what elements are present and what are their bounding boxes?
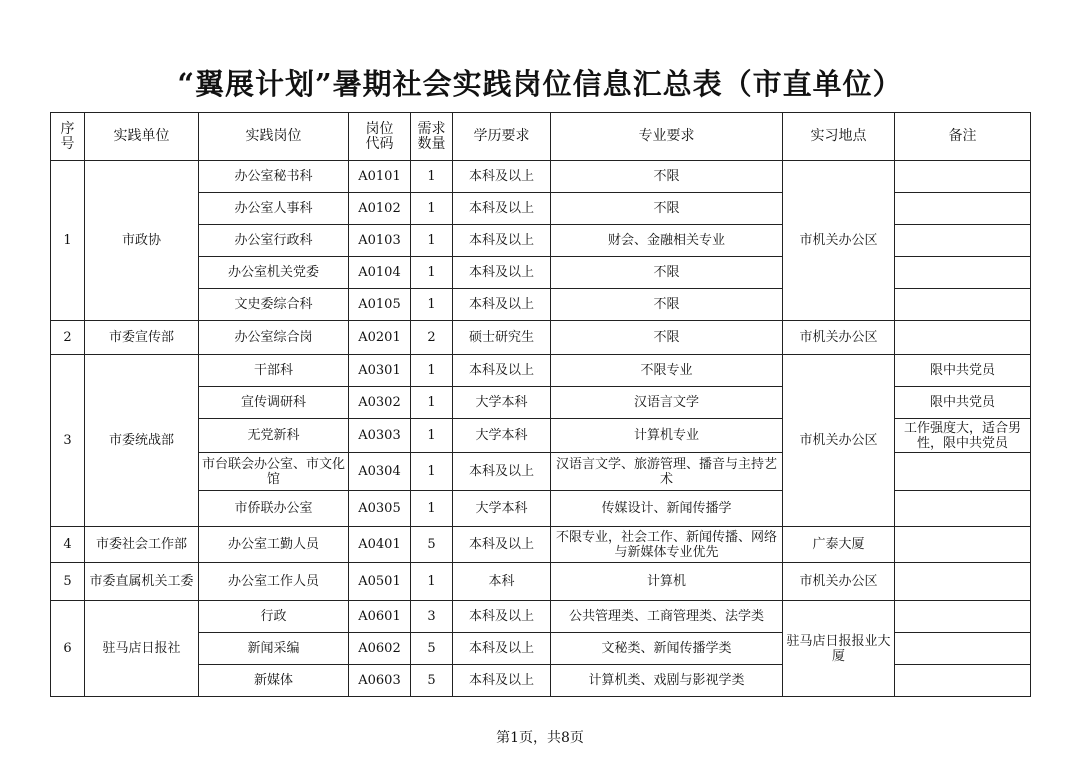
cell-post: 行政 xyxy=(199,601,349,633)
table-row xyxy=(51,527,1031,563)
cell-note xyxy=(895,563,1031,601)
cell-post: 市侨联办公室 xyxy=(199,491,349,527)
cell-count: 1 xyxy=(411,225,453,257)
cell-code: A0101 xyxy=(349,161,411,193)
cell-location: 广泰大厦 xyxy=(783,527,895,563)
cell-seq: 5 xyxy=(51,563,85,601)
cell-note: 限中共党员 xyxy=(895,355,1031,387)
cell-post: 办公室综合岗 xyxy=(199,321,349,355)
cell-major: 汉语言文学 xyxy=(551,387,783,419)
cell-seq: 2 xyxy=(51,321,85,355)
cell-code: A0301 xyxy=(349,355,411,387)
cell-major: 计算机类、戏剧与影视学类 xyxy=(551,665,783,697)
cell-seq: 4 xyxy=(51,527,85,563)
cell-code: A0105 xyxy=(349,289,411,321)
header-note: 备注 xyxy=(895,113,1031,161)
cell-count: 1 xyxy=(411,387,453,419)
cell-major: 汉语言文学、旅游管理、播音与主持艺术 xyxy=(551,453,783,491)
header-major: 专业要求 xyxy=(551,113,783,161)
cell-post: 办公室人事科 xyxy=(199,193,349,225)
cell-note xyxy=(895,665,1031,697)
cell-code: A0302 xyxy=(349,387,411,419)
cell-major: 公共管理类、工商管理类、法学类 xyxy=(551,601,783,633)
cell-code: A0303 xyxy=(349,419,411,453)
header-code: 岗位代码 xyxy=(349,113,411,161)
cell-count: 3 xyxy=(411,601,453,633)
cell-code: A0102 xyxy=(349,193,411,225)
cell-edu: 大学本科 xyxy=(453,387,551,419)
cell-edu: 本科及以上 xyxy=(453,161,551,193)
cell-count: 1 xyxy=(411,491,453,527)
cell-edu: 本科及以上 xyxy=(453,225,551,257)
table-row xyxy=(51,563,1031,601)
cell-post: 市台联会办公室、市文化馆 xyxy=(199,453,349,491)
cell-edu: 本科及以上 xyxy=(453,289,551,321)
cell-count: 1 xyxy=(411,257,453,289)
cell-note: 工作强度大，适合男性，限中共党员 xyxy=(895,419,1031,453)
cell-post: 干部科 xyxy=(199,355,349,387)
cell-seq: 1 xyxy=(51,161,85,321)
cell-major: 文秘类、新闻传播学类 xyxy=(551,633,783,665)
cell-note xyxy=(895,257,1031,289)
cell-count: 5 xyxy=(411,633,453,665)
cell-major: 传媒设计、新闻传播学 xyxy=(551,491,783,527)
cell-major: 不限专业，社会工作、新闻传播、网络与新媒体专业优先 xyxy=(551,527,783,563)
cell-code: A0401 xyxy=(349,527,411,563)
cell-count: 5 xyxy=(411,527,453,563)
cell-major: 不限 xyxy=(551,257,783,289)
cell-note xyxy=(895,601,1031,633)
cell-location: 驻马店日报报业大厦 xyxy=(783,601,895,697)
cell-major: 计算机 xyxy=(551,563,783,601)
cell-edu: 本科及以上 xyxy=(453,193,551,225)
cell-location: 市机关办公区 xyxy=(783,321,895,355)
cell-major: 不限 xyxy=(551,321,783,355)
cell-unit: 市委社会工作部 xyxy=(85,527,199,563)
header-location: 实习地点 xyxy=(783,113,895,161)
cell-note xyxy=(895,453,1031,491)
header-count: 需求数量 xyxy=(411,113,453,161)
cell-count: 1 xyxy=(411,563,453,601)
cell-code: A0304 xyxy=(349,453,411,491)
cell-edu: 本科及以上 xyxy=(453,355,551,387)
cell-count: 5 xyxy=(411,665,453,697)
cell-major: 不限 xyxy=(551,289,783,321)
table-row xyxy=(51,355,1031,387)
cell-edu: 本科及以上 xyxy=(453,601,551,633)
cell-note xyxy=(895,527,1031,563)
table-body xyxy=(51,161,1031,697)
cell-post: 办公室机关党委 xyxy=(199,257,349,289)
cell-note xyxy=(895,321,1031,355)
cell-count: 1 xyxy=(411,453,453,491)
cell-unit: 驻马店日报社 xyxy=(85,601,199,697)
cell-count: 1 xyxy=(411,193,453,225)
cell-code: A0104 xyxy=(349,257,411,289)
table-row xyxy=(51,321,1031,355)
cell-note xyxy=(895,289,1031,321)
cell-post: 办公室行政科 xyxy=(199,225,349,257)
cell-major: 财会、金融相关专业 xyxy=(551,225,783,257)
cell-post: 办公室工作人员 xyxy=(199,563,349,601)
cell-unit: 市委宣传部 xyxy=(85,321,199,355)
header-row xyxy=(51,113,1031,161)
cell-code: A0602 xyxy=(349,633,411,665)
cell-count: 2 xyxy=(411,321,453,355)
cell-post: 新闻采编 xyxy=(199,633,349,665)
cell-count: 1 xyxy=(411,419,453,453)
cell-count: 1 xyxy=(411,161,453,193)
page-footer: 第1页，共8页 xyxy=(496,730,584,746)
cell-count: 1 xyxy=(411,289,453,321)
header-edu: 学历要求 xyxy=(453,113,551,161)
cell-major: 不限 xyxy=(551,193,783,225)
cell-post: 新媒体 xyxy=(199,665,349,697)
cell-note xyxy=(895,193,1031,225)
cell-edu: 本科 xyxy=(453,563,551,601)
cell-major: 不限专业 xyxy=(551,355,783,387)
cell-major: 计算机专业 xyxy=(551,419,783,453)
cell-code: A0601 xyxy=(349,601,411,633)
cell-edu: 本科及以上 xyxy=(453,257,551,289)
cell-location: 市机关办公区 xyxy=(783,161,895,321)
cell-edu: 本科及以上 xyxy=(453,633,551,665)
cell-post: 办公室秘书科 xyxy=(199,161,349,193)
cell-edu: 硕士研究生 xyxy=(453,321,551,355)
cell-code: A0201 xyxy=(349,321,411,355)
header-unit: 实践单位 xyxy=(85,113,199,161)
cell-note xyxy=(895,161,1031,193)
cell-note xyxy=(895,633,1031,665)
cell-edu: 大学本科 xyxy=(453,491,551,527)
cell-unit: 市委统战部 xyxy=(85,355,199,527)
cell-major: 不限 xyxy=(551,161,783,193)
cell-location: 市机关办公区 xyxy=(783,355,895,527)
cell-post: 宣传调研科 xyxy=(199,387,349,419)
cell-post: 文史委综合科 xyxy=(199,289,349,321)
cell-code: A0305 xyxy=(349,491,411,527)
page-title: “翼展计划”暑期社会实践岗位信息汇总表（市直单位） xyxy=(177,67,903,101)
cell-unit: 市委直属机关工委 xyxy=(85,563,199,601)
positions-table xyxy=(50,112,1031,697)
table-row xyxy=(51,601,1031,633)
cell-post: 无党新科 xyxy=(199,419,349,453)
cell-seq: 6 xyxy=(51,601,85,697)
header-seq: 序号 xyxy=(51,113,85,161)
cell-code: A0501 xyxy=(349,563,411,601)
table-row xyxy=(51,161,1031,193)
cell-location: 市机关办公区 xyxy=(783,563,895,601)
cell-code: A0103 xyxy=(349,225,411,257)
cell-unit: 市政协 xyxy=(85,161,199,321)
cell-edu: 本科及以上 xyxy=(453,665,551,697)
cell-edu: 本科及以上 xyxy=(453,453,551,491)
cell-note: 限中共党员 xyxy=(895,387,1031,419)
cell-post: 办公室工勤人员 xyxy=(199,527,349,563)
cell-note xyxy=(895,491,1031,527)
cell-code: A0603 xyxy=(349,665,411,697)
cell-note xyxy=(895,225,1031,257)
cell-edu: 本科及以上 xyxy=(453,527,551,563)
cell-edu: 大学本科 xyxy=(453,419,551,453)
header-post: 实践岗位 xyxy=(199,113,349,161)
cell-count: 1 xyxy=(411,355,453,387)
cell-seq: 3 xyxy=(51,355,85,527)
